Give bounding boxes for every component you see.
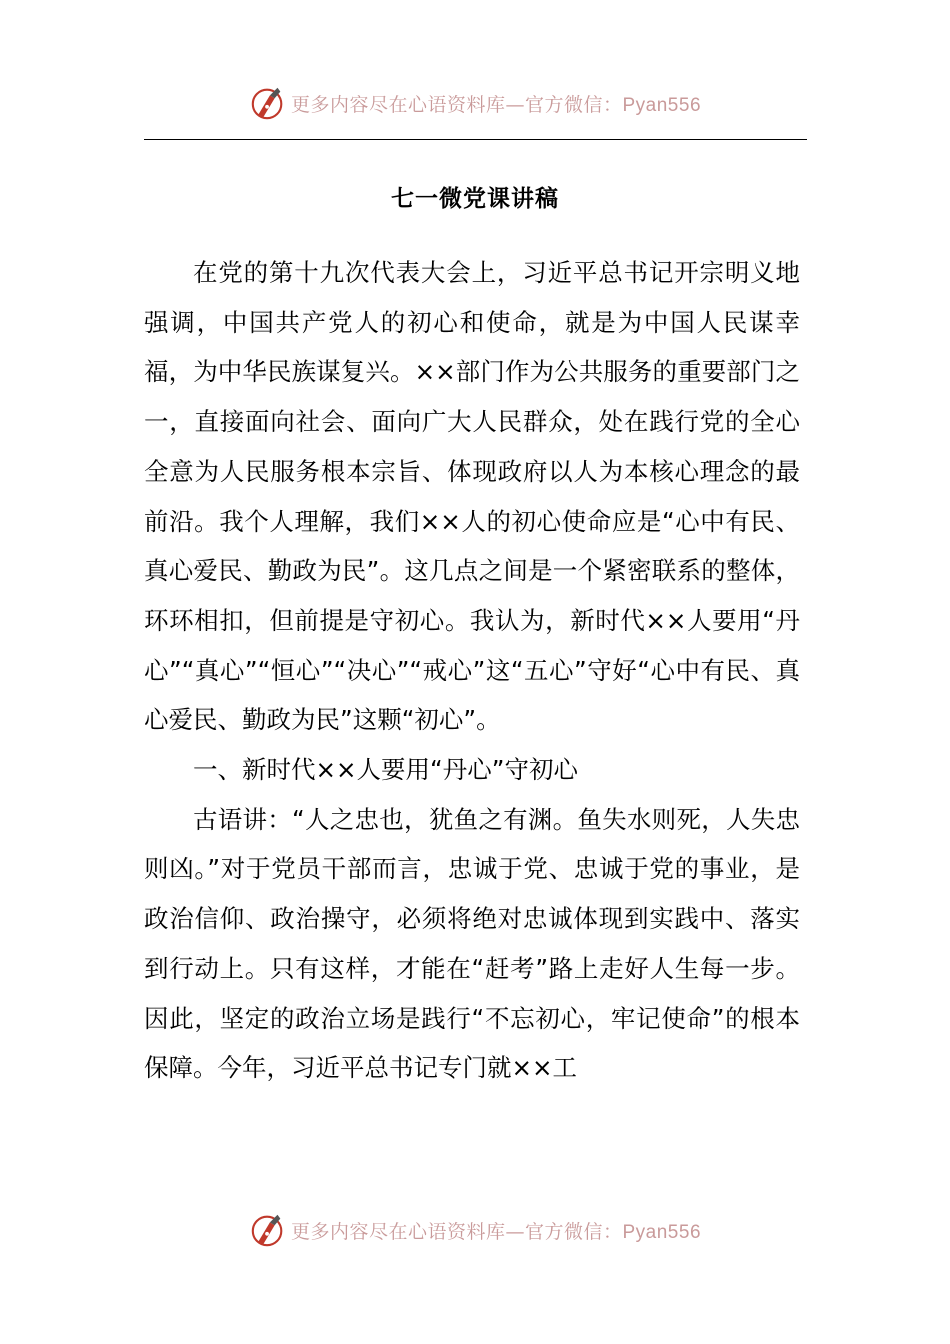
document-body — [144, 248, 800, 1093]
pen-nib-logo-icon — [249, 84, 287, 122]
watermark-header — [0, 83, 950, 123]
paragraph: 在党的第十九次代表大会上，习近平总书记开宗明义地强调，中国共产党人的初心和使命，就是为中国人民谋幸福，为中华民族谋复兴。××部门作为公共服务的重要部门之一，直接面向社会、面向广大人民群众，处在践行党的全心全意为人民服务根本宗旨、体现政府以人为本核心理念的最前沿。我个人理解，我们××人的初心使命应是“心中有民、真心爱民、勤政为民”。这几点之间是一个紧密联系的整体，环环相扣，但前提是守初心。我认为，新时代××人要用“丹心”“真心”“恒心”“决心”“戒心”这“五心”守好“心中有民、真心爱民、勤政为民”这颗“初心”。 — [144, 258, 800, 735]
section-heading: 一、新时代××人要用“丹心”守初心 — [193, 755, 578, 785]
document-title: 七一微党课讲稿 — [391, 186, 559, 212]
header-divider — [144, 139, 807, 140]
watermark-text: 更多内容尽在心语资料库—官方微信：Pyan556 — [290, 93, 702, 116]
watermark-footer — [0, 1210, 950, 1250]
pen-nib-logo-icon — [249, 1211, 287, 1249]
paragraph: 古语讲：“人之忠也，犹鱼之有渊。鱼失水则死，人失忠则凶。”对于党员干部而言，忠诚于党、忠诚于党的事业，是政治信仰、政治操守，必须将绝对忠诚体现到实践中、落实到行动上。只有这样，才能在“赶考”路上走好人生每一步。因此，坚定的政治立场是践行“不忘初心，牢记使命”的根本保障。今年，习近平总书记专门就××工 — [144, 804, 800, 1083]
watermark-brand: Pyan556 — [622, 1221, 702, 1243]
watermark-brand: Pyan556 — [622, 94, 702, 116]
watermark-text: 更多内容尽在心语资料库—官方微信：Pyan556 — [290, 1220, 702, 1243]
